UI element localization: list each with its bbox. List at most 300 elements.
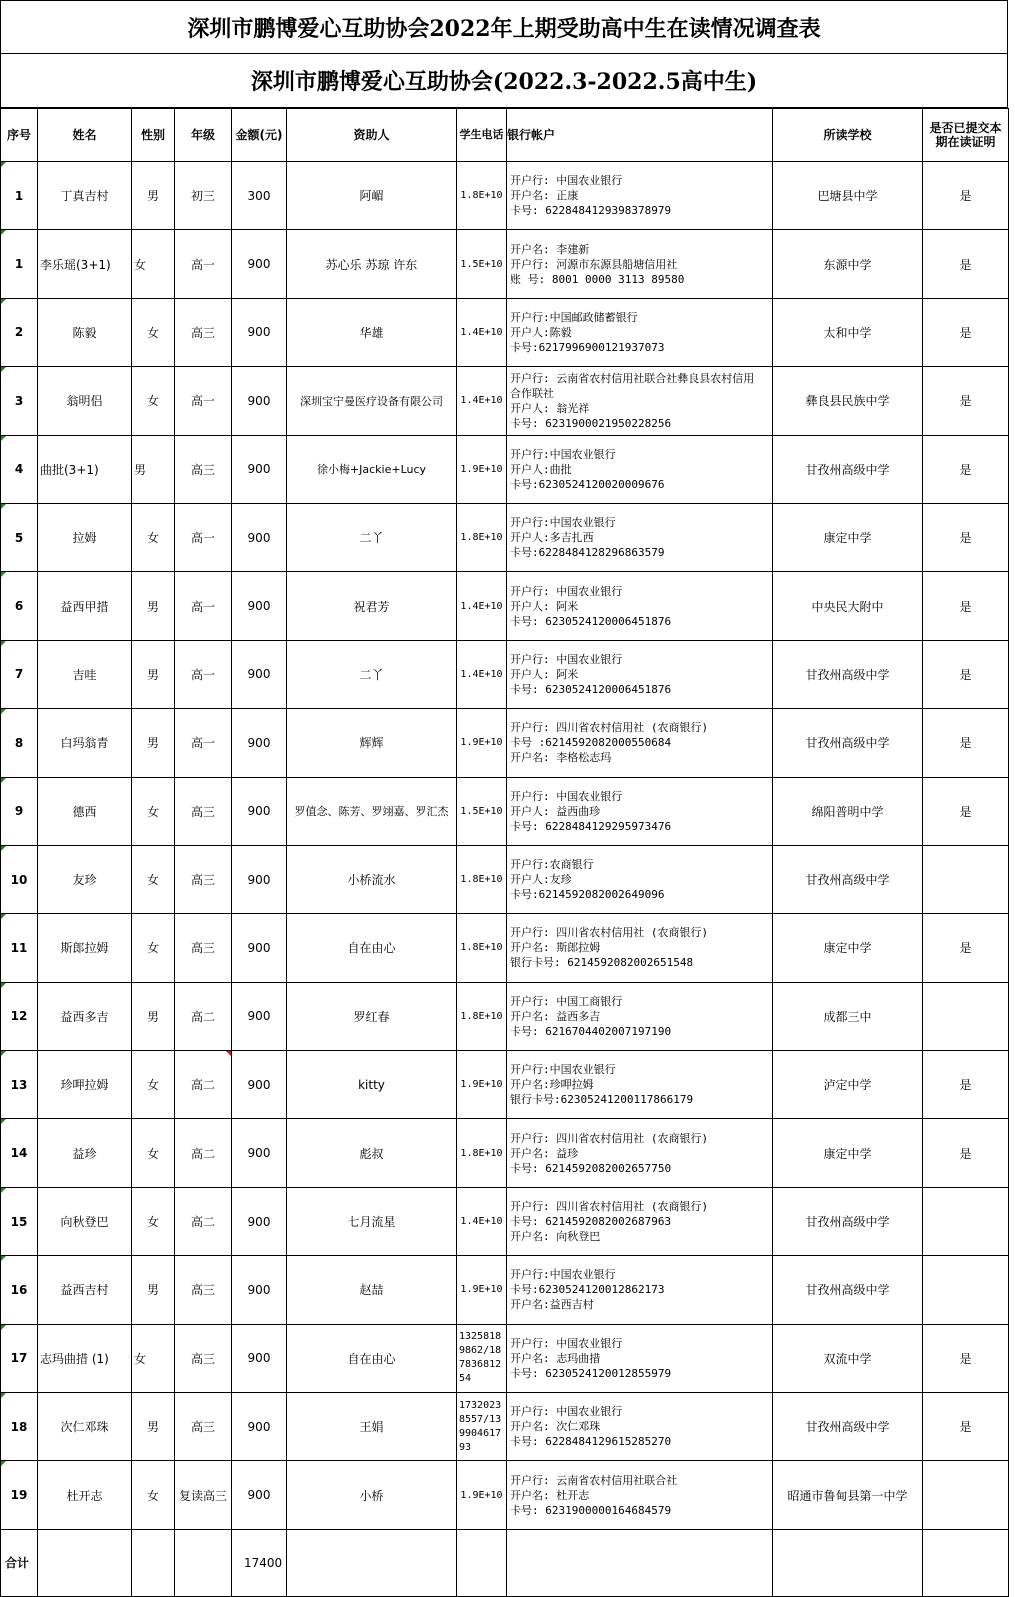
header-seq: 序号 — [1, 109, 38, 162]
page-subtitle: 深圳市鹏博爱心互助协会(2022.3-2022.5高中生) — [0, 54, 1008, 108]
row-gender: 男 — [132, 640, 175, 708]
bank-line: 开户行: 中国农业银行 — [510, 1336, 623, 1350]
row-school: 彝良县民族中学 — [773, 367, 923, 435]
row-proof: 是 — [923, 230, 1009, 298]
row-name: 珍呷拉姆 — [38, 1051, 132, 1119]
row-phone: 1.8E+10 — [457, 914, 507, 982]
row-school: 太和中学 — [773, 298, 923, 366]
row-amount: 900 — [232, 1187, 287, 1255]
row-phone: 1.8E+10 — [457, 503, 507, 571]
total-empty-cell — [507, 1529, 773, 1596]
row-phone: 1.4E+10 — [457, 640, 507, 708]
row-seq: 9 — [1, 777, 38, 845]
bank-line: 开户名: 杜开志 — [510, 1488, 590, 1502]
total-row — [1, 1529, 1009, 1596]
row-bank-account — [507, 709, 773, 777]
row-proof: 是 — [923, 162, 1009, 230]
row-bank-account — [507, 845, 773, 913]
bank-line: 卡号: 6230524120012855979 — [510, 1366, 672, 1380]
row-name: 陈毅 — [38, 298, 132, 366]
table-row — [1, 572, 1009, 640]
row-seq: 4 — [1, 435, 38, 503]
row-amount: 900 — [232, 1256, 287, 1324]
row-bank-account — [507, 230, 773, 298]
table-row — [1, 162, 1009, 230]
row-amount: 900 — [232, 914, 287, 982]
bank-line: 开户行: 中国农业银行 — [510, 789, 623, 803]
row-proof: 是 — [923, 1051, 1009, 1119]
row-bank-account — [507, 1051, 773, 1119]
row-amount: 900 — [232, 230, 287, 298]
bank-line: 卡号: 6228484129398378979 — [510, 204, 672, 218]
bank-line: 开户名: 次仁邓珠 — [510, 1420, 601, 1434]
row-seq: 14 — [1, 1119, 38, 1187]
row-name: 向秋登巴 — [38, 1187, 132, 1255]
bank-line: 卡号: 6230524120006451876 — [510, 682, 672, 696]
row-gender: 女 — [132, 1324, 175, 1392]
row-sponsor: 苏心乐 苏琼 许东 — [287, 230, 457, 298]
row-bank-account — [507, 1461, 773, 1529]
bank-line: 卡号: 6228484129615285270 — [510, 1435, 672, 1449]
bank-line: 开户行: 云南省农村信用社联合社彝良县农村信用 — [510, 371, 755, 385]
bank-line: 合作联社 — [510, 386, 554, 400]
row-seq: 8 — [1, 709, 38, 777]
row-school: 中央民大附中 — [773, 572, 923, 640]
bank-line: 卡号:6214592082002649096 — [510, 888, 665, 902]
row-bank-account — [507, 1187, 773, 1255]
bank-line: 开户行:中国农业银行 — [510, 1063, 616, 1077]
row-grade: 高一 — [175, 230, 232, 298]
header-amount: 金额(元) — [232, 109, 287, 162]
row-seq: 13 — [1, 1051, 38, 1119]
total-amount: 17400 — [232, 1529, 287, 1596]
bank-line: 开户人:曲批 — [510, 462, 572, 476]
row-phone: 1.5E+10 — [457, 230, 507, 298]
row-sponsor: 深圳宝宁曼医疗设备有限公司 — [287, 367, 457, 435]
bank-line: 卡号:6217996900121937073 — [510, 340, 665, 354]
row-name: 斯郎拉姆 — [38, 914, 132, 982]
bank-line: 卡号: 6231900000164684579 — [510, 1503, 672, 1517]
row-name: 友珍 — [38, 845, 132, 913]
row-amount: 900 — [232, 572, 287, 640]
row-bank-account — [507, 572, 773, 640]
row-amount: 900 — [232, 503, 287, 571]
bank-line: 开户人: 阿米 — [510, 667, 579, 681]
row-sponsor: 辉辉 — [287, 709, 457, 777]
row-school: 昭通市鲁甸县第一中学 — [773, 1461, 923, 1529]
row-sponsor: 华雄 — [287, 298, 457, 366]
row-phone: 1.8E+10 — [457, 982, 507, 1050]
row-school: 甘孜州高级中学 — [773, 640, 923, 708]
header-sponsor: 资助人 — [287, 109, 457, 162]
row-proof: 是 — [923, 435, 1009, 503]
row-sponsor: 王娟 — [287, 1393, 457, 1461]
row-name: 拉姆 — [38, 503, 132, 571]
row-proof: 是 — [923, 709, 1009, 777]
row-gender: 男 — [132, 572, 175, 640]
header-bank: 银行帐户 — [507, 109, 773, 162]
row-proof: 是 — [923, 1393, 1009, 1461]
row-gender: 女 — [132, 1119, 175, 1187]
row-seq: 15 — [1, 1187, 38, 1255]
row-name: 吉哇 — [38, 640, 132, 708]
row-sponsor: 罗红春 — [287, 982, 457, 1050]
row-grade: 高三 — [175, 435, 232, 503]
row-grade: 复读高三 — [175, 1461, 232, 1529]
row-school: 双流中学 — [773, 1324, 923, 1392]
row-phone: 1.8E+10 — [457, 845, 507, 913]
row-phone: 1.5E+10 — [457, 777, 507, 845]
row-seq: 3 — [1, 367, 38, 435]
row-grade: 高三 — [175, 1324, 232, 1392]
bank-line: 开户行: 中国农业银行 — [510, 652, 623, 666]
row-seq: 12 — [1, 982, 38, 1050]
table-row — [1, 845, 1009, 913]
row-grade: 高一 — [175, 503, 232, 571]
row-proof: 是 — [923, 1324, 1009, 1392]
bank-line: 卡号 :6214592082000550684 — [510, 736, 672, 750]
row-gender: 男 — [132, 709, 175, 777]
row-school: 甘孜州高级中学 — [773, 1187, 923, 1255]
bank-line: 开户行: 中国农业银行 — [510, 174, 623, 188]
bank-line: 开户名: 益西多吉 — [510, 1009, 601, 1023]
row-seq: 1 — [1, 230, 38, 298]
row-seq: 7 — [1, 640, 38, 708]
bank-line: 开户行:中国农业银行 — [510, 1268, 616, 1282]
row-amount: 900 — [232, 709, 287, 777]
row-proof: 是 — [923, 914, 1009, 982]
bank-line: 开户名: 李建新 — [510, 242, 590, 256]
row-bank-account — [507, 1119, 773, 1187]
row-proof — [923, 845, 1009, 913]
row-amount: 900 — [232, 367, 287, 435]
table-body — [1, 162, 1009, 1530]
row-school: 康定中学 — [773, 503, 923, 571]
row-amount: 900 — [232, 845, 287, 913]
row-bank-account — [507, 914, 773, 982]
table-row — [1, 1461, 1009, 1529]
row-name: 益西多吉 — [38, 982, 132, 1050]
bank-line: 开户行: 四川省农村信用社 (农商银行) — [510, 926, 709, 940]
row-name: 杜开志 — [38, 1461, 132, 1529]
table-row — [1, 367, 1009, 435]
row-amount: 900 — [232, 1393, 287, 1461]
row-seq: 17 — [1, 1324, 38, 1392]
row-school: 康定中学 — [773, 914, 923, 982]
row-gender: 男 — [132, 162, 175, 230]
bank-line: 开户行: 中国农业银行 — [510, 584, 623, 598]
row-seq: 11 — [1, 914, 38, 982]
row-seq: 2 — [1, 298, 38, 366]
table-row — [1, 777, 1009, 845]
row-amount: 900 — [232, 435, 287, 503]
bank-line: 开户名:珍呷拉姆 — [510, 1078, 594, 1092]
row-proof: 是 — [923, 1119, 1009, 1187]
row-grade: 高三 — [175, 1393, 232, 1461]
header-name: 姓名 — [38, 109, 132, 162]
bank-line: 开户名: 志玛曲措 — [510, 1351, 601, 1365]
row-name: 益珍 — [38, 1119, 132, 1187]
bank-line: 银行卡号:6230524120011786617​9 — [510, 1093, 694, 1107]
row-school: 康定中学 — [773, 1119, 923, 1187]
row-gender: 女 — [132, 1051, 175, 1119]
table-row — [1, 982, 1009, 1050]
row-phone: 1.4E+10 — [457, 1187, 507, 1255]
row-amount: 900 — [232, 982, 287, 1050]
bank-line: 开户人: 益西曲珍 — [510, 804, 601, 818]
row-amount: 300 — [232, 162, 287, 230]
row-gender: 女 — [132, 503, 175, 571]
row-school: 东源中学 — [773, 230, 923, 298]
row-amount: 900 — [232, 777, 287, 845]
row-school: 泸定中学 — [773, 1051, 923, 1119]
row-bank-account — [507, 503, 773, 571]
table-row — [1, 1393, 1009, 1461]
row-grade: 高三 — [175, 845, 232, 913]
row-bank-account — [507, 298, 773, 366]
bank-line: 开户行: 四川省农村信用社 (农商银行) — [510, 1200, 709, 1214]
row-gender: 男 — [132, 435, 175, 503]
row-sponsor: 自在由心 — [287, 914, 457, 982]
row-phone: 13258189862/1878368125​4 — [457, 1324, 507, 1392]
bank-line: 卡号: 6231900021950228256 — [510, 416, 672, 430]
header-gender: 性别 — [132, 109, 175, 162]
row-proof: 是 — [923, 503, 1009, 571]
row-name: 翁明侣 — [38, 367, 132, 435]
row-school: 甘孜州高级中学 — [773, 435, 923, 503]
row-sponsor: 徐小梅+Jackie+Lucy — [287, 435, 457, 503]
row-phone: 1.9E+10 — [457, 1051, 507, 1119]
row-phone: 1.8E+10 — [457, 162, 507, 230]
row-grade: 高二 — [175, 982, 232, 1050]
table-header-row — [1, 109, 1009, 162]
row-grade: 高一 — [175, 367, 232, 435]
row-grade: 高二 — [175, 1187, 232, 1255]
row-seq: 16 — [1, 1256, 38, 1324]
row-bank-account — [507, 777, 773, 845]
row-grade: 高一 — [175, 709, 232, 777]
row-name: 志玛曲措 (1) — [38, 1324, 132, 1392]
table-row — [1, 1119, 1009, 1187]
row-seq: 1 — [1, 162, 38, 230]
row-bank-account — [507, 435, 773, 503]
row-school: 甘孜州高级中学 — [773, 709, 923, 777]
row-seq: 10 — [1, 845, 38, 913]
bank-line: 开户名: 向秋登巴 — [510, 1230, 601, 1244]
row-school: 甘孜州高级中学 — [773, 1256, 923, 1324]
table-row — [1, 230, 1009, 298]
bank-line: 开户人: 翁光祥 — [510, 401, 590, 415]
row-proof — [923, 1256, 1009, 1324]
row-gender: 女 — [132, 230, 175, 298]
row-grade: 高一 — [175, 640, 232, 708]
total-label: 合计 — [1, 1529, 38, 1596]
bank-line: 卡号: 6228484129295973476 — [510, 819, 672, 833]
row-bank-account — [507, 1256, 773, 1324]
row-phone: 1.8E+10 — [457, 1119, 507, 1187]
table-row — [1, 1187, 1009, 1255]
row-proof — [923, 1187, 1009, 1255]
row-bank-account — [507, 640, 773, 708]
bank-line: 开户行: 四川省农村信用社 (农商银行) — [510, 1131, 709, 1145]
row-phone: 1.4E+10 — [457, 572, 507, 640]
row-gender: 女 — [132, 1187, 175, 1255]
total-empty-cell — [132, 1529, 175, 1596]
row-proof: 是 — [923, 777, 1009, 845]
bank-line: 开户人: 阿米 — [510, 599, 579, 613]
bank-line: 开户名:益西吉村 — [510, 1298, 594, 1312]
row-seq: 5 — [1, 503, 38, 571]
bank-line: 开户人:多吉扎西 — [510, 531, 594, 545]
row-name: 德西 — [38, 777, 132, 845]
table-row — [1, 914, 1009, 982]
row-school: 巴塘县中学 — [773, 162, 923, 230]
row-grade: 高三 — [175, 298, 232, 366]
row-sponsor: 二丫 — [287, 640, 457, 708]
bank-line: 开户行: 中国工商银行 — [510, 994, 623, 1008]
bank-line: 开户名: 李格松志玛 — [510, 751, 612, 765]
table-row — [1, 640, 1009, 708]
bank-line: 开户行: 中国农业银行 — [510, 1405, 623, 1419]
header-phone: 学生电话 — [457, 109, 507, 162]
row-grade: 高三 — [175, 914, 232, 982]
bank-line: 卡号: 6214592082002687963 — [510, 1215, 672, 1229]
row-bank-account — [507, 162, 773, 230]
row-sponsor: 阿嵋 — [287, 162, 457, 230]
bank-line: 账 号: 8001 0000 3113 89580 — [510, 272, 685, 286]
total-empty-cell — [175, 1529, 232, 1596]
table-row — [1, 709, 1009, 777]
row-proof: 是 — [923, 298, 1009, 366]
row-sponsor: 小桥流水 — [287, 845, 457, 913]
row-phone: 1.9E+10 — [457, 709, 507, 777]
row-name: 曲批(3+1) — [38, 435, 132, 503]
row-sponsor: 罗值念、陈芳、罗翊嘉、罗汇杰 — [287, 777, 457, 845]
total-empty-cell — [287, 1529, 457, 1596]
bank-line: 开户行:中国邮政储蓄银行 — [510, 310, 638, 324]
header-school: 所读学校 — [773, 109, 923, 162]
bank-line: 卡号: 6214592082002657750 — [510, 1161, 672, 1175]
row-sponsor: 祝君芳 — [287, 572, 457, 640]
row-phone: 1.9E+10 — [457, 1256, 507, 1324]
row-bank-account — [507, 1324, 773, 1392]
row-name: 次仁邓珠 — [38, 1393, 132, 1461]
row-name: 益西甲措 — [38, 572, 132, 640]
bank-line: 银行卡号: 6214592082002651548 — [510, 956, 694, 970]
row-proof: 是 — [923, 572, 1009, 640]
row-school: 甘孜州高级中学 — [773, 1393, 923, 1461]
row-gender: 男 — [132, 1256, 175, 1324]
row-amount: 900 — [232, 298, 287, 366]
row-phone: 17320238557/1399046179​3 — [457, 1393, 507, 1461]
row-phone: 1.4E+10 — [457, 298, 507, 366]
bank-line: 开户行: 河源市东源县船塘信用社 — [510, 257, 678, 271]
bank-line: 开户行: 云南省农村信用社联合社 — [510, 1473, 678, 1487]
row-bank-account — [507, 982, 773, 1050]
page-title: 深圳市鹏博爱心互助协会2022年上期受助高中生在读情况调查表 — [0, 0, 1008, 54]
row-name: 李乐瑶(3+1) — [38, 230, 132, 298]
bank-line: 卡号:6230524120020009676 — [510, 477, 665, 491]
row-gender: 女 — [132, 914, 175, 982]
row-school: 成都三中 — [773, 982, 923, 1050]
row-proof — [923, 1461, 1009, 1529]
row-amount: 900 — [232, 1051, 287, 1119]
row-grade: 高一 — [175, 572, 232, 640]
bank-line: 卡号:6228484128296863579 — [510, 546, 665, 560]
row-proof — [923, 982, 1009, 1050]
row-phone: 1.9E+10 — [457, 1461, 507, 1529]
table-row — [1, 1324, 1009, 1392]
row-sponsor: 二丫 — [287, 503, 457, 571]
table-row — [1, 503, 1009, 571]
row-sponsor: 赵喆 — [287, 1256, 457, 1324]
row-gender: 女 — [132, 845, 175, 913]
row-proof: 是 — [923, 367, 1009, 435]
row-seq: 6 — [1, 572, 38, 640]
row-grade: 高二 — [175, 1119, 232, 1187]
row-sponsor: 小桥 — [287, 1461, 457, 1529]
row-grade: 高三 — [175, 1256, 232, 1324]
table-row — [1, 298, 1009, 366]
row-seq: 19 — [1, 1461, 38, 1529]
row-sponsor: kitty — [287, 1051, 457, 1119]
row-amount: 900 — [232, 1119, 287, 1187]
row-sponsor: 七月流星 — [287, 1187, 457, 1255]
row-sponsor: 自在由心 — [287, 1324, 457, 1392]
row-amount: 900 — [232, 1324, 287, 1392]
bank-line: 卡号: 6216704402007197190 — [510, 1024, 672, 1038]
row-amount: 900 — [232, 1461, 287, 1529]
row-name: 益西吉村 — [38, 1256, 132, 1324]
row-school: 甘孜州高级中学 — [773, 845, 923, 913]
bank-line: 开户名: 益珍 — [510, 1146, 579, 1160]
total-empty-cell — [457, 1529, 507, 1596]
header-grade: 年级 — [175, 109, 232, 162]
total-empty-cell — [773, 1529, 923, 1596]
bank-line: 开户名: 正康 — [510, 189, 579, 203]
table-row — [1, 435, 1009, 503]
table-row — [1, 1256, 1009, 1324]
row-bank-account — [507, 367, 773, 435]
row-gender: 男 — [132, 1393, 175, 1461]
bank-line: 开户行:中国农业银行 — [510, 447, 616, 461]
bank-line: 开户名: 斯郎拉姆 — [510, 941, 601, 955]
row-amount: 900 — [232, 640, 287, 708]
row-school: 绵阳普明中学 — [773, 777, 923, 845]
row-name: 丁真吉村 — [38, 162, 132, 230]
row-gender: 女 — [132, 1461, 175, 1529]
row-gender: 女 — [132, 298, 175, 366]
row-grade: 高三 — [175, 777, 232, 845]
bank-line: 卡号:6230524120012862173 — [510, 1283, 665, 1297]
row-grade: 高二 — [175, 1051, 232, 1119]
row-gender: 男 — [132, 982, 175, 1050]
total-empty-cell — [923, 1529, 1009, 1596]
bank-line: 开户人:陈毅 — [510, 325, 572, 339]
row-name: 白玛翁青 — [38, 709, 132, 777]
total-empty-cell — [38, 1529, 132, 1596]
bank-line: 开户行: 四川省农村信用社 (农商银行) — [510, 721, 709, 735]
table-row — [1, 1051, 1009, 1119]
row-sponsor: 彪叔 — [287, 1119, 457, 1187]
header-proof: 是否已提交本期在读证明 — [923, 109, 1009, 162]
row-bank-account — [507, 1393, 773, 1461]
bank-line: 开户人:友珍 — [510, 873, 572, 887]
row-gender: 女 — [132, 367, 175, 435]
row-proof: 是 — [923, 640, 1009, 708]
row-grade: 初三 — [175, 162, 232, 230]
students-table — [0, 108, 1009, 1597]
